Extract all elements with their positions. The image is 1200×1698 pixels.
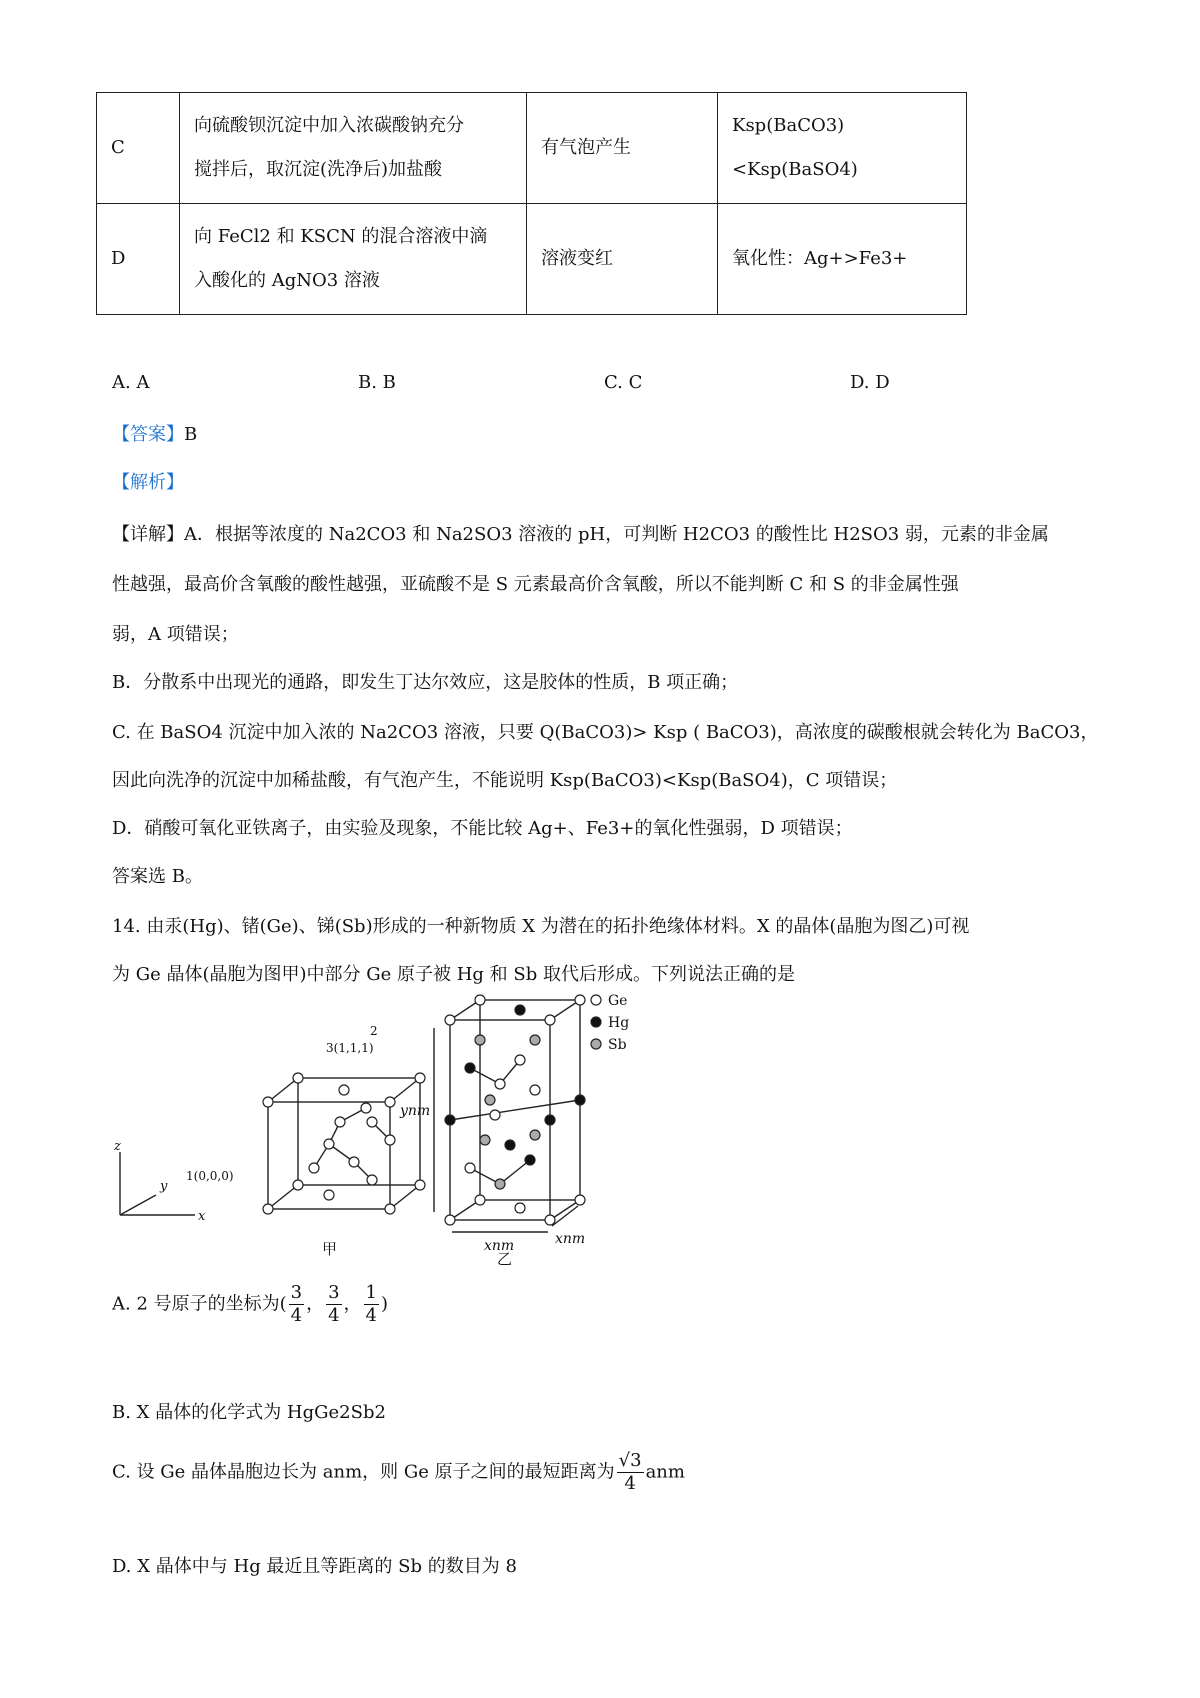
frac-num: 3 (328, 1282, 340, 1303)
legend-ge-marker (591, 995, 601, 1005)
operation-cell (180, 93, 527, 204)
q14-stem-line2: 为 Ge 晶体(晶胞为图甲)中部分 Ge 原子被 Hg 和 Sb 取代后形成。下列说法正确的是 (112, 964, 795, 985)
detail-c-line2: 因此向洗净的沉淀中加稀盐酸，有气泡产生，不能说明 Ksp(BaCO3)<Ksp(BaSO4)，C 项错误； (112, 770, 898, 791)
y-axis (120, 1195, 156, 1215)
operation-line: 向硫酸钡沉淀中加入浓碳酸钠充分 (194, 115, 464, 136)
frac-den: 4 (365, 1305, 377, 1326)
fraction (364, 1282, 379, 1327)
operation-cell (180, 204, 527, 315)
x-axis-label: x (198, 1209, 206, 1224)
experiment-table (96, 92, 967, 315)
q14-option-c (112, 1450, 685, 1495)
answer-tag: 【答案】 (112, 424, 184, 445)
option-a-suffix: ) (381, 1293, 389, 1315)
cell-front (450, 1020, 550, 1220)
option-a: A. A (112, 372, 150, 393)
q14-stem-line1: 14. 由汞(Hg)、锗(Ge)、锑(Sb)形成的一种新物质 X 为潜在的拓扑绝缘体材料。X 的晶体(晶胞为图乙)可视 (112, 916, 970, 937)
frac-den: 4 (328, 1305, 340, 1326)
jia-caption: 甲 (322, 1240, 338, 1258)
legend-hg: Hg (608, 1015, 630, 1031)
option-c: C. C (604, 372, 643, 393)
row-label: D (97, 204, 180, 315)
z-axis-label: z (114, 1139, 121, 1154)
operation-line: 搅拌后，取沉淀(洗净后)加盐酸 (194, 159, 443, 180)
option-c-suffix: anm (645, 1461, 685, 1483)
answer-line (112, 420, 197, 446)
detail-c-line1: C. 在 BaSO4 沉淀中加入浓的 Na2CO3 溶液，只要 Q(BaCO3)> Ksp ( BaCO3)，高浓度的碳酸根就会转化为 BaCO3， (112, 722, 1099, 743)
frac-den: 4 (624, 1473, 636, 1494)
frac-num: 1 (365, 1282, 377, 1303)
frac-num: 3 (290, 1282, 303, 1303)
y-axis-label: y (160, 1179, 168, 1194)
option-c-prefix: C. 设 Ge 晶体晶胞边长为 anm，则 Ge 原子之间的最短距离为 (112, 1461, 615, 1483)
detail-d-line: D．硝酸可氧化亚铁离子，由实验及现象，不能比较 Ag+、Fe3+的氧化性强弱，D 项错误； (112, 818, 853, 839)
detail-tag: 【详解】 (112, 524, 184, 545)
q14-option-a: A. 2 号原子的坐标为( $\frac{3}{4}$ ， $\frac{3}{4}$ ， $\frac{1}{4}$ ) (112, 1282, 389, 1326)
conclusion-cell: Ksp(BaCO3)<Ksp(BaSO4) (718, 93, 967, 204)
legend-hg-marker (591, 1017, 601, 1027)
frac-den: 4 (290, 1305, 303, 1326)
row-label: C (97, 93, 180, 204)
q14-option-b: B. X 晶体的化学式为 HgGe2Sb2 (112, 1402, 386, 1423)
detail-final: 答案选 B。 (112, 866, 203, 887)
fraction (289, 1282, 304, 1327)
option-d: D. D (850, 372, 890, 393)
option-b: B. B (358, 372, 396, 393)
analysis-tag: 【解析】 (112, 472, 184, 493)
frac-num: √3 (618, 1450, 642, 1471)
phenomenon-cell: 溶液变红 (527, 204, 718, 315)
atom1-label: 1(0,0,0) (186, 1169, 234, 1183)
legend-sb-marker (591, 1039, 601, 1049)
conclusion-cell: 氧化性：Ag+>Fe3+ (718, 204, 967, 315)
option-a-prefix: A. 2 号原子的坐标为( (112, 1293, 287, 1315)
atom3-label: 3(1,1,1) (326, 1041, 374, 1055)
detail-text: A．根据等浓度的 Na2CO3 和 Na2SO3 溶液的 pH，可判断 H2CO3 的酸性比 H2SO3 弱，元素的非金属 (184, 524, 1049, 545)
y-dim-label: ynm (400, 1103, 431, 1119)
phenomenon-cell: 有气泡产生 (527, 93, 718, 204)
x2-dim-label: xnm (555, 1231, 586, 1247)
table-row (97, 93, 967, 204)
operation-line: 向 FeCl2 和 KSCN 的混合溶液中滴 (194, 226, 488, 247)
operation-line: 入酸化的 AgNO3 溶液 (194, 270, 380, 291)
detail-a-line1 (112, 520, 1049, 546)
crystal-figure (100, 980, 740, 1270)
fraction (326, 1282, 341, 1327)
legend-ge: Ge (608, 993, 628, 1009)
yi-caption: 乙 (497, 1250, 513, 1268)
q14-option-d: D. X 晶体中与 Hg 最近且等距离的 Sb 的数目为 8 (112, 1556, 517, 1577)
detail-a-line2: 性越强，最高价含氧酸的酸性越强，亚硫酸不是 S 元素最高价含氧酸，所以不能判断 C 和 S 的非金属性强 (112, 574, 959, 595)
figure-legend (591, 995, 601, 1049)
detail-a-line3: 弱，A 项错误； (112, 624, 239, 645)
detail-b-line: B．分散系中出现光的通路，即发生丁达尔效应，这是胶体的性质，B 项正确； (112, 672, 739, 693)
fraction (617, 1450, 644, 1495)
answer-value: B (184, 424, 198, 445)
atom2-label: 2 (370, 1024, 378, 1038)
table-row (97, 204, 967, 315)
x-dim-label: xnm (484, 1238, 515, 1254)
legend-sb: Sb (608, 1037, 627, 1053)
